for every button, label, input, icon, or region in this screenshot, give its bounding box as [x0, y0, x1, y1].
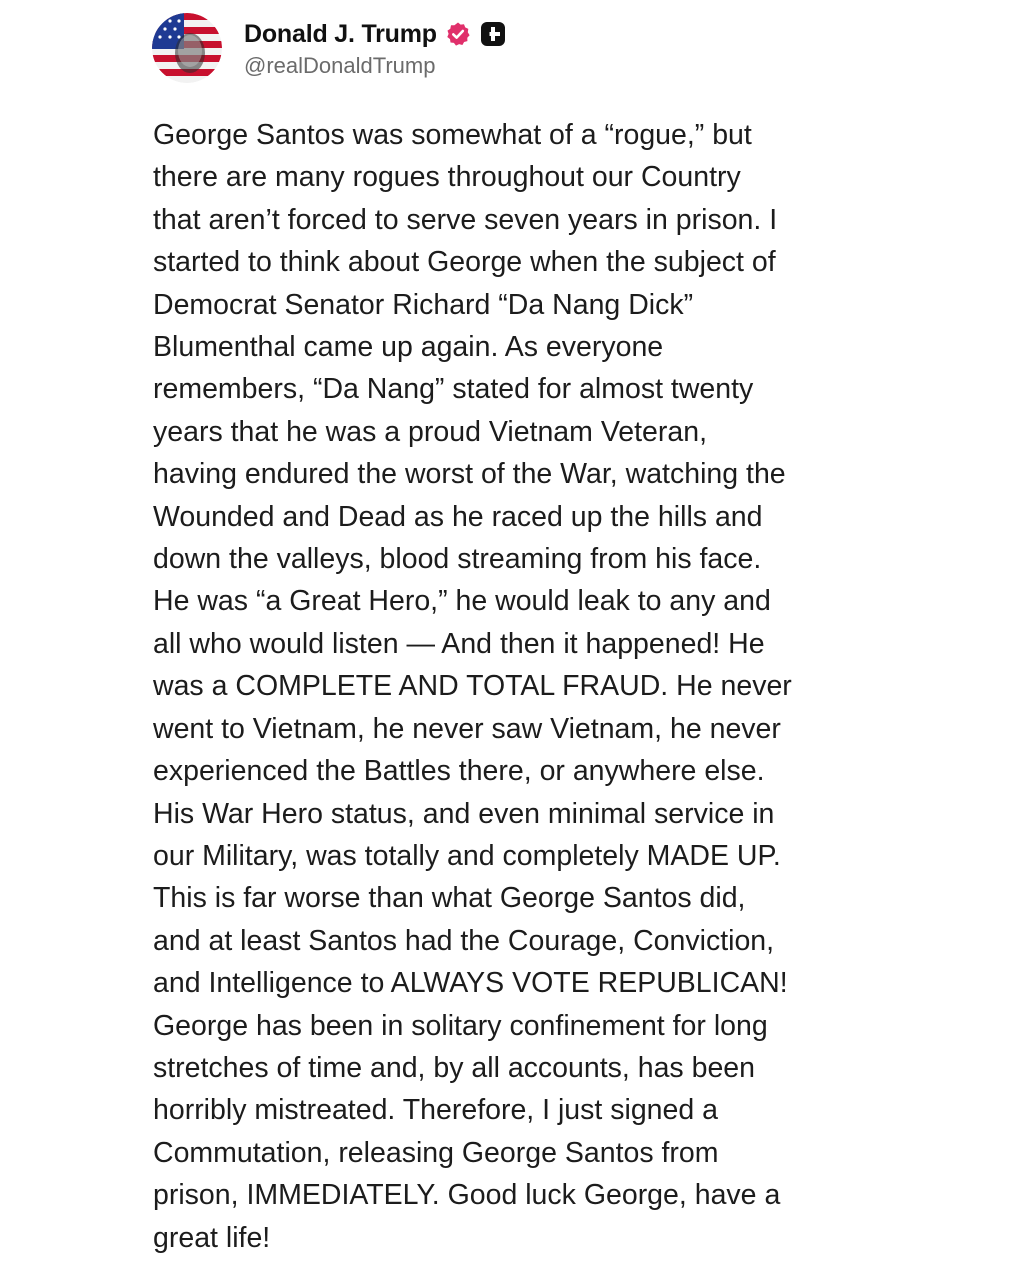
- author-display-name[interactable]: Donald J. Trump: [244, 19, 437, 48]
- post-line: was a COMPLETE AND TOTAL FRAUD. He never: [153, 670, 792, 703]
- plus-badge-icon: [481, 22, 505, 46]
- name-row: [244, 17, 505, 51]
- post-line: George Santos was somewhat of a “rogue,” but: [153, 119, 752, 151]
- post-line: stretches of time and, by all accounts, has been: [153, 1051, 756, 1084]
- post-header: [152, 12, 505, 84]
- post-line: He was “a Great Hero,” he would leak to any and: [153, 585, 771, 618]
- post-line: that aren’t forced to serve seven years in prison. I: [153, 203, 778, 236]
- post-line: Commutation, releasing George Santos from: [153, 1136, 719, 1169]
- post-line: experienced the Battles there, or anywhere else.: [153, 755, 765, 788]
- post-line: years that he was a proud Vietnam Veteran,: [153, 415, 707, 448]
- post-line: remembers, “Da Nang” stated for almost twenty: [153, 373, 754, 406]
- post-line: Blumenthal came up again. As everyone: [153, 331, 664, 364]
- post-line: great life!: [153, 1221, 271, 1254]
- post-line: His War Hero status, and even minimal service in: [153, 797, 775, 830]
- post-line: Democrat Senator Richard “Da Nang Dick”: [153, 288, 694, 321]
- post-line: having endured the worst of the War, watching the: [153, 458, 786, 491]
- flag-portrait-avatar-icon: [152, 13, 222, 83]
- author-handle[interactable]: @realDonaldTrump: [244, 53, 436, 78]
- post-line: started to think about George when the subject of: [153, 246, 776, 279]
- post-line: and at least Santos had the Courage, Conviction,: [153, 924, 775, 957]
- post-line: down the valleys, blood streaming from his face.: [153, 543, 762, 576]
- post-line: This is far worse than what George Santos did,: [153, 882, 746, 915]
- post-line: and Intelligence to ALWAYS VOTE REPUBLICAN!: [153, 967, 788, 1000]
- verified-badge-icon: [445, 21, 471, 47]
- avatar[interactable]: [152, 13, 222, 83]
- post-line: Wounded and Dead as he raced up the hills and: [153, 500, 763, 533]
- post-line: horribly mistreated. Therefore, I just signed a: [153, 1094, 718, 1127]
- post-line: our Military, was totally and completely MADE UP.: [153, 839, 781, 872]
- post-line: all who would listen — And then it happened! He: [153, 627, 765, 660]
- author-identity: [244, 17, 505, 79]
- post-line: prison, IMMEDIATELY. Good luck George, have a: [153, 1179, 781, 1212]
- post-text: [153, 114, 893, 1259]
- post-line: went to Vietnam, he never saw Vietnam, he never: [153, 712, 781, 745]
- post-line: there are many rogues throughout our Country: [153, 161, 741, 194]
- post-line: George has been in solitary confinement for long: [153, 1009, 768, 1042]
